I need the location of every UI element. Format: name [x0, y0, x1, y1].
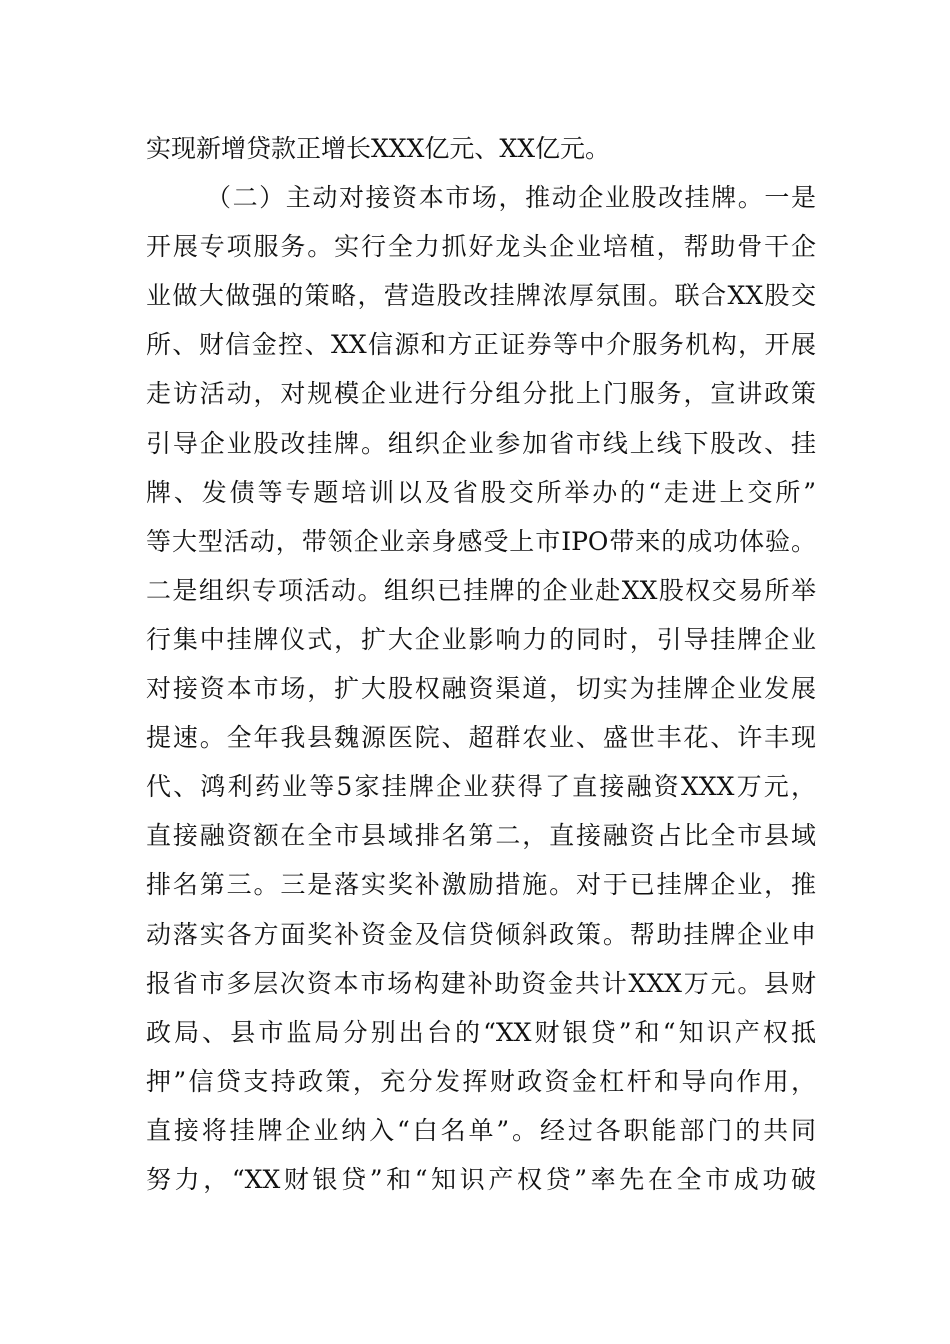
- text-line: 直接融资额在全市县域排名第二，直接融资占比全市县域: [146, 821, 816, 851]
- text-line: 排名第三。三是落实奖补激励措施。对于已挂牌企业，推: [146, 870, 816, 900]
- text-line: 代、鸿利药业等5家挂牌企业获得了直接融资XXX万元，: [146, 772, 816, 802]
- text-line: 押”信贷支持政策，充分发挥财政资金杠杆和导向作用，: [146, 1066, 816, 1096]
- text-line: 开展专项服务。实行全力抓好龙头企业培植，帮助骨干企: [146, 232, 816, 262]
- text-line: 报省市多层次资本市场构建补助资金共计XXX万元。县财: [146, 968, 816, 998]
- text-line: 走访活动，对规模企业进行分组分批上门服务，宣讲政策: [146, 379, 816, 409]
- text-line: 牌、发债等专题培训以及省股交所举办的“走进上交所”: [146, 477, 816, 507]
- text-line: 所、财信金控、XX信源和方正证券等中介服务机构，开展: [146, 330, 816, 360]
- text-line: （二）主动对接资本市场，推动企业股改挂牌。一是: [206, 183, 816, 213]
- text-line: 直接将挂牌企业纳入“白名单”。经过各职能部门的共同: [146, 1115, 816, 1145]
- body-text: [146, 124, 816, 1204]
- text-line: 业做大做强的策略，营造股改挂牌浓厚氛围。联合XX股交: [146, 281, 816, 311]
- text-line: 实现新增贷款正增长XXX亿元、XX亿元。: [146, 134, 610, 163]
- text-line: 二是组织专项活动。组织已挂牌的企业赴XX股权交易所举: [146, 575, 816, 605]
- text-line: 提速。全年我县魏源医院、超群农业、盛世丰花、许丰现: [146, 723, 816, 753]
- text-line: 对接资本市场，扩大股权融资渠道，切实为挂牌企业发展: [146, 674, 816, 704]
- text-line: 等大型活动，带领企业亲身感受上市IPO带来的成功体验。: [146, 526, 816, 556]
- text-line: 行集中挂牌仪式，扩大企业影响力的同时，引导挂牌企业: [146, 624, 816, 654]
- text-line: 努力，“XX财银贷”和“知识产权贷”率先在全市成功破: [146, 1164, 816, 1194]
- text-line: 引导企业股改挂牌。组织企业参加省市线上线下股改、挂: [146, 428, 816, 458]
- text-line: 动落实各方面奖补资金及信贷倾斜政策。帮助挂牌企业申: [146, 919, 816, 949]
- text-line: 政局、县市监局分别出台的“XX财银贷”和“知识产权抵: [146, 1017, 816, 1047]
